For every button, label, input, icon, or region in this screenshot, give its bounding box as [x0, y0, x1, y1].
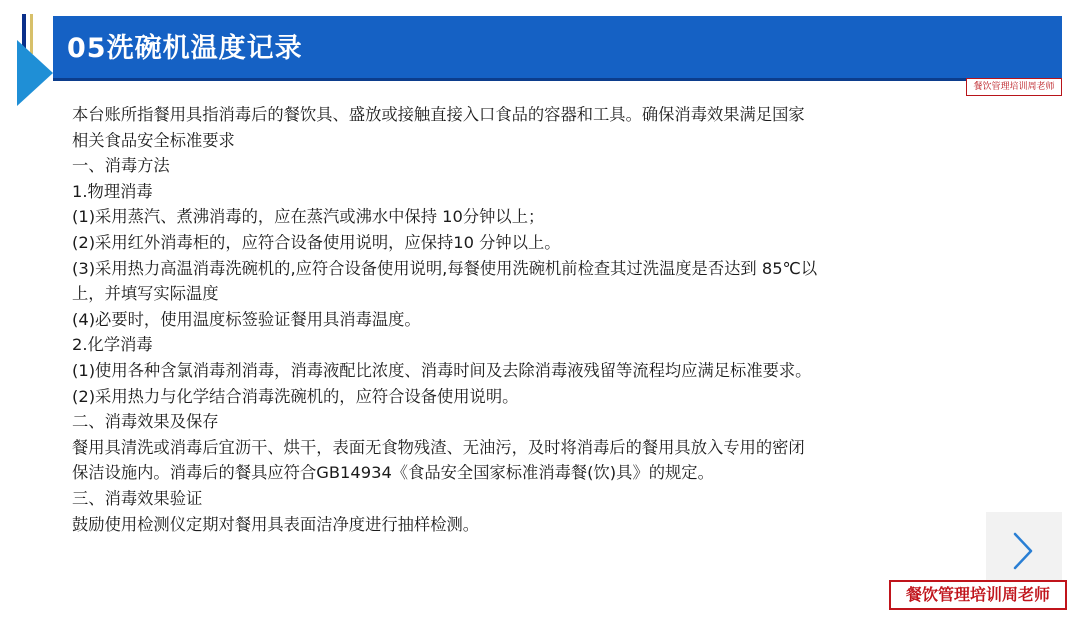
body-line: 本台账所指餐用具指消毒后的餐饮具、盛放或接触直接入口食品的容器和工具。确保消毒效果满足国家: [72, 105, 805, 124]
next-page-button[interactable]: [986, 512, 1062, 590]
body-line: (1)使用各种含氯消毒剂消毒，消毒液配比浓度、消毒时间及去除消毒液残留等流程均应满足标准要求。: [72, 360, 812, 380]
decor-triangle: [17, 40, 53, 106]
body-line: 上，并填写实际温度: [72, 284, 219, 304]
body-line: 1.物理消毒: [72, 181, 153, 201]
watermark-stamp: 餐饮管理培训周老师: [889, 580, 1067, 610]
body-line: 三、消毒效果验证: [72, 488, 203, 508]
body-line: 二、消毒效果及保存: [72, 412, 219, 432]
body-line: 相关食品安全标准要求: [72, 130, 235, 150]
body-line: 一、消毒方法: [72, 156, 170, 176]
body-line: (4)必要时，使用温度标签验证餐用具消毒温度。: [72, 309, 421, 329]
body-line: (1)采用蒸汽、煮沸消毒的，应在蒸汽或沸水中保持 10分钟以上；: [72, 207, 545, 227]
body-line: (2)采用红外消毒柜的，应符合设备使用说明，应保持10 分钟以上。: [72, 232, 561, 252]
body-line: 2.化学消毒: [72, 335, 153, 355]
page-title: 05洗碗机温度记录: [67, 33, 303, 64]
body-content: [72, 102, 1002, 537]
body-line: (2)采用热力与化学结合消毒洗碗机的，应符合设备使用说明。: [72, 386, 519, 406]
watermark-small: 餐饮管理培训周老师: [966, 78, 1062, 96]
body-line: (3)采用热力高温消毒洗碗机的,应符合设备使用说明,每餐使用洗碗机前检查其过洗温度是否达到 85℃以: [72, 258, 818, 278]
body-line: 鼓励使用检测仪定期对餐用具表面洁净度进行抽样检测。: [72, 514, 480, 534]
chevron-right-icon: [1011, 530, 1035, 572]
header-bar: [53, 16, 1062, 81]
body-line: 保洁设施内。消毒后的餐具应符合GB14934《食品安全国家标准消毒餐(饮)具》的规定。: [72, 463, 714, 483]
body-line: 餐用具清洗或消毒后宜沥干、烘干，表面无食物残渣、无油污，及时将消毒后的餐用具放入专用的密闭: [72, 437, 805, 457]
